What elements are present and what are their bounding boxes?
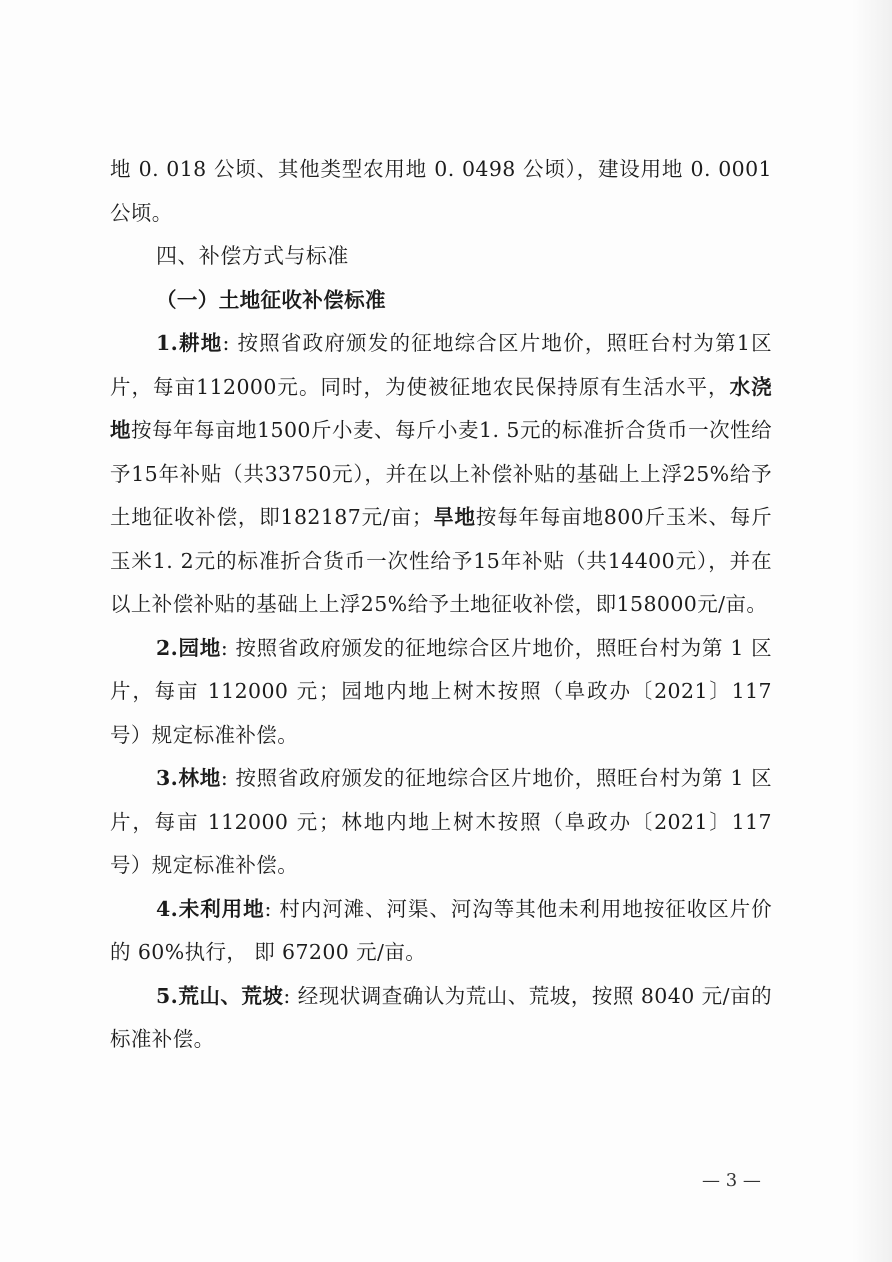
- continued-paragraph: [110, 148, 772, 235]
- item-text: 按每年每亩地1500斤小麦、每斤小麦1. 5元的标准折合货币一次性给予15年补贴（共33750元），并在以上补偿补贴的基础上上浮25%给予土地征收补偿，即182187元/亩；: [110, 418, 772, 529]
- document-body: [110, 148, 772, 1062]
- item-number: 4.: [156, 896, 179, 921]
- item-number: 3.: [156, 766, 179, 790]
- item-text: : 村内河滩、河渠、河沟等其他未利用地按征收区片价的 60%执行， 即 67200 元/亩。: [110, 896, 772, 964]
- item-text: : 按照省政府颁发的征地综合区片地价，照旺台村为第 1 区片，每亩 112000 元；园地内地上树木按照（阜政办〔2021〕117 号）规定标准补偿。: [110, 635, 772, 747]
- item-term-irrigated: 水浇地: [110, 374, 772, 442]
- section-heading-text: 四、补偿方式与标准: [156, 244, 349, 268]
- paragraph-forest-land: [110, 757, 772, 888]
- item-term: 林地: [178, 766, 221, 790]
- item-text: : 按照省政府颁发的征地综合区片地价，照旺台村为第1区片，每亩112000元。同时，为使被征地农民保持原有生活水平，: [110, 331, 772, 399]
- item-term-dryland: 旱地: [432, 505, 476, 529]
- subsection-heading-text: （一）土地征收补偿标准: [156, 287, 386, 312]
- item-text: 按每年每亩地800斤玉米、每斤玉米1. 2元的标准折合货币一次性给予15年补贴（共14400元），并在以上补偿补贴的基础上上浮25%给予土地征收补偿，即158000元/亩。: [110, 505, 772, 616]
- paragraph-unused-land: [110, 888, 772, 975]
- item-text: : 按照省政府颁发的征地综合区片地价，照旺台村为第 1 区片，每亩 112000 元；林地内地上树木按照（阜政办〔2021〕117 号）规定标准补偿。: [110, 766, 772, 877]
- paragraph-garden-land: [110, 627, 772, 758]
- item-text: : 经现状调查确认为荒山、荒坡，按照 8040 元/亩的标准补偿。: [110, 983, 772, 1051]
- continued-paragraph-text: 地 0. 018 公顷、其他类型农用地 0. 0498 公顷），建设用地 0. 0001 公顷。: [110, 157, 772, 225]
- item-number: 5.: [156, 983, 179, 1008]
- item-term: 耕地: [178, 331, 223, 355]
- item-term: 园地: [178, 635, 221, 660]
- paragraph-barren-land: [110, 975, 772, 1062]
- scan-edge-shadow: [852, 0, 892, 1262]
- item-term: 未利用地: [178, 896, 265, 921]
- subsection-heading: [110, 279, 772, 323]
- section-heading: [110, 235, 772, 279]
- paragraph-farmland: [110, 322, 772, 627]
- item-term: 荒山、荒坡: [178, 983, 284, 1008]
- item-number: 2.: [156, 635, 179, 660]
- item-number: 1.: [156, 331, 179, 355]
- page-number: — 3 —: [702, 1170, 761, 1191]
